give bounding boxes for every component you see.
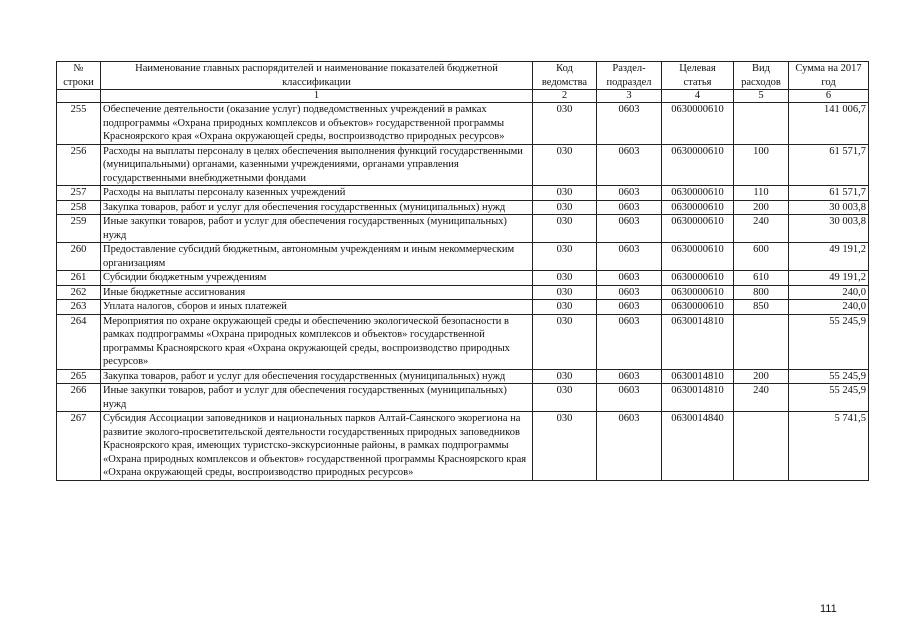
table-body (57, 103, 869, 481)
row-number: 262 (57, 285, 101, 300)
row-sum: 30 003,8 (789, 200, 869, 215)
row-name: Иные бюджетные ассигнования (101, 285, 533, 300)
row-section: 0603 (597, 200, 662, 215)
row-number: 255 (57, 103, 101, 145)
row-expense-type: 800 (734, 285, 789, 300)
table-row (57, 384, 869, 412)
row-target-article: 0630014810 (662, 314, 734, 369)
row-dept-code: 030 (533, 412, 597, 481)
row-expense-type: 240 (734, 384, 789, 412)
row-number: 261 (57, 271, 101, 286)
row-name: Иные закупки товаров, работ и услуг для обеспечения государственных (муниципальных) нужд (101, 215, 533, 243)
row-target-article: 0630000610 (662, 285, 734, 300)
row-number: 259 (57, 215, 101, 243)
table-row (57, 285, 869, 300)
row-number: 260 (57, 243, 101, 271)
row-target-article: 0630000610 (662, 271, 734, 286)
row-number: 267 (57, 412, 101, 481)
column-number: 3 (597, 90, 662, 103)
row-expense-type: 200 (734, 369, 789, 384)
row-section: 0603 (597, 384, 662, 412)
row-section: 0603 (597, 300, 662, 315)
header-target-article: Целевая статья (662, 62, 734, 90)
row-sum: 240,0 (789, 285, 869, 300)
table-row (57, 144, 869, 186)
table-row (57, 369, 869, 384)
row-sum: 55 245,9 (789, 384, 869, 412)
row-number: 264 (57, 314, 101, 369)
row-name: Мероприятия по охране окружающей среды и обеспечению экологической безопасности в рамках подпрограммы «Охрана природных комплексов и объектов» государственной программы Красноярского края «Охрана окружающей среды, воспроизводство природных ресурсов» (101, 314, 533, 369)
row-target-article: 0630000610 (662, 144, 734, 186)
table-row (57, 200, 869, 215)
column-number-empty (57, 90, 101, 103)
row-sum: 55 245,9 (789, 369, 869, 384)
row-target-article: 0630000610 (662, 200, 734, 215)
page-number: 111 (820, 603, 837, 615)
header-row-number: № строки (57, 62, 101, 90)
row-sum: 240,0 (789, 300, 869, 315)
row-name: Субсидии бюджетным учреждениям (101, 271, 533, 286)
table-header-row (57, 62, 869, 90)
column-number: 5 (734, 90, 789, 103)
row-target-article: 0630000610 (662, 243, 734, 271)
row-dept-code: 030 (533, 271, 597, 286)
table-row (57, 243, 869, 271)
row-dept-code: 030 (533, 369, 597, 384)
table-row (57, 271, 869, 286)
row-target-article: 0630000610 (662, 300, 734, 315)
table-row (57, 314, 869, 369)
header-sum: Сумма на 2017 год (789, 62, 869, 90)
row-sum: 61 571,7 (789, 144, 869, 186)
row-expense-type (734, 103, 789, 145)
row-number: 265 (57, 369, 101, 384)
row-target-article: 0630014840 (662, 412, 734, 481)
row-section: 0603 (597, 103, 662, 145)
row-section: 0603 (597, 369, 662, 384)
row-expense-type: 610 (734, 271, 789, 286)
row-dept-code: 030 (533, 186, 597, 201)
row-sum: 49 191,2 (789, 243, 869, 271)
column-number: 1 (101, 90, 533, 103)
row-target-article: 0630014810 (662, 369, 734, 384)
row-name: Уплата налогов, сборов и иных платежей (101, 300, 533, 315)
row-name: Закупка товаров, работ и услуг для обеспечения государственных (муниципальных) нужд (101, 200, 533, 215)
column-number-row (57, 90, 869, 103)
row-expense-type: 600 (734, 243, 789, 271)
table-row (57, 300, 869, 315)
row-expense-type: 200 (734, 200, 789, 215)
budget-table (56, 61, 869, 481)
row-dept-code: 030 (533, 300, 597, 315)
row-dept-code: 030 (533, 285, 597, 300)
header-dept-code: Код ведомства (533, 62, 597, 90)
row-target-article: 0630000610 (662, 103, 734, 145)
row-section: 0603 (597, 215, 662, 243)
column-number: 4 (662, 90, 734, 103)
row-sum: 30 003,8 (789, 215, 869, 243)
header-section: Раздел-подраздел (597, 62, 662, 90)
row-number: 263 (57, 300, 101, 315)
row-number: 256 (57, 144, 101, 186)
row-expense-type: 100 (734, 144, 789, 186)
row-section: 0603 (597, 243, 662, 271)
row-dept-code: 030 (533, 384, 597, 412)
row-name: Иные закупки товаров, работ и услуг для обеспечения государственных (муниципальных) нужд (101, 384, 533, 412)
row-dept-code: 030 (533, 103, 597, 145)
row-dept-code: 030 (533, 200, 597, 215)
row-number: 266 (57, 384, 101, 412)
table-row (57, 186, 869, 201)
row-section: 0603 (597, 285, 662, 300)
row-expense-type (734, 412, 789, 481)
row-dept-code: 030 (533, 144, 597, 186)
row-sum: 5 741,5 (789, 412, 869, 481)
row-name: Обеспечение деятельности (оказание услуг) подведомственных учреждений в рамках подпрограммы «Охрана природных комплексов и объектов» государственной программы Красноярского края «Охрана окружающей среды, воспроизводство природных ресурсов» (101, 103, 533, 145)
column-number: 2 (533, 90, 597, 103)
row-name: Расходы на выплаты персоналу в целях обеспечения выполнения функций государственными (муниципальными) органами, казенными учреждениями, органами управления государственными внебюджетными фондами (101, 144, 533, 186)
row-expense-type: 240 (734, 215, 789, 243)
row-target-article: 0630000610 (662, 186, 734, 201)
row-target-article: 0630014810 (662, 384, 734, 412)
row-section: 0603 (597, 144, 662, 186)
row-sum: 61 571,7 (789, 186, 869, 201)
row-dept-code: 030 (533, 314, 597, 369)
row-name: Предоставление субсидий бюджетным, автономным учреждениям и иным некоммерческим организациям (101, 243, 533, 271)
row-name: Закупка товаров, работ и услуг для обеспечения государственных (муниципальных) нужд (101, 369, 533, 384)
header-name: Наименование главных распорядителей и наименование показателей бюджетной классификации (101, 62, 533, 90)
row-dept-code: 030 (533, 215, 597, 243)
row-number: 258 (57, 200, 101, 215)
row-section: 0603 (597, 186, 662, 201)
row-expense-type: 110 (734, 186, 789, 201)
row-target-article: 0630000610 (662, 215, 734, 243)
row-section: 0603 (597, 271, 662, 286)
header-expense-type: Вид расходов (734, 62, 789, 90)
row-sum: 55 245,9 (789, 314, 869, 369)
row-sum: 141 006,7 (789, 103, 869, 145)
row-expense-type (734, 314, 789, 369)
table-row (57, 215, 869, 243)
row-sum: 49 191,2 (789, 271, 869, 286)
table-row (57, 103, 869, 145)
row-section: 0603 (597, 314, 662, 369)
column-number: 6 (789, 90, 869, 103)
row-name: Расходы на выплаты персоналу казенных учреждений (101, 186, 533, 201)
table-row (57, 412, 869, 481)
row-number: 257 (57, 186, 101, 201)
row-expense-type: 850 (734, 300, 789, 315)
row-name: Субсидия Ассоциации заповедников и национальных парков Алтай-Саянского экорегиона на развитие эколого-просветительской деятельности государственных природных заповедников Красноярского края, имеющих туристско-экскурсионные районы, в рамках подпрограммы «Охрана природных комплексов и объектов» государственной программы Красноярского края «Охрана окружающей среды, воспроизводство природных ресурсов» (101, 412, 533, 481)
row-section: 0603 (597, 412, 662, 481)
row-dept-code: 030 (533, 243, 597, 271)
